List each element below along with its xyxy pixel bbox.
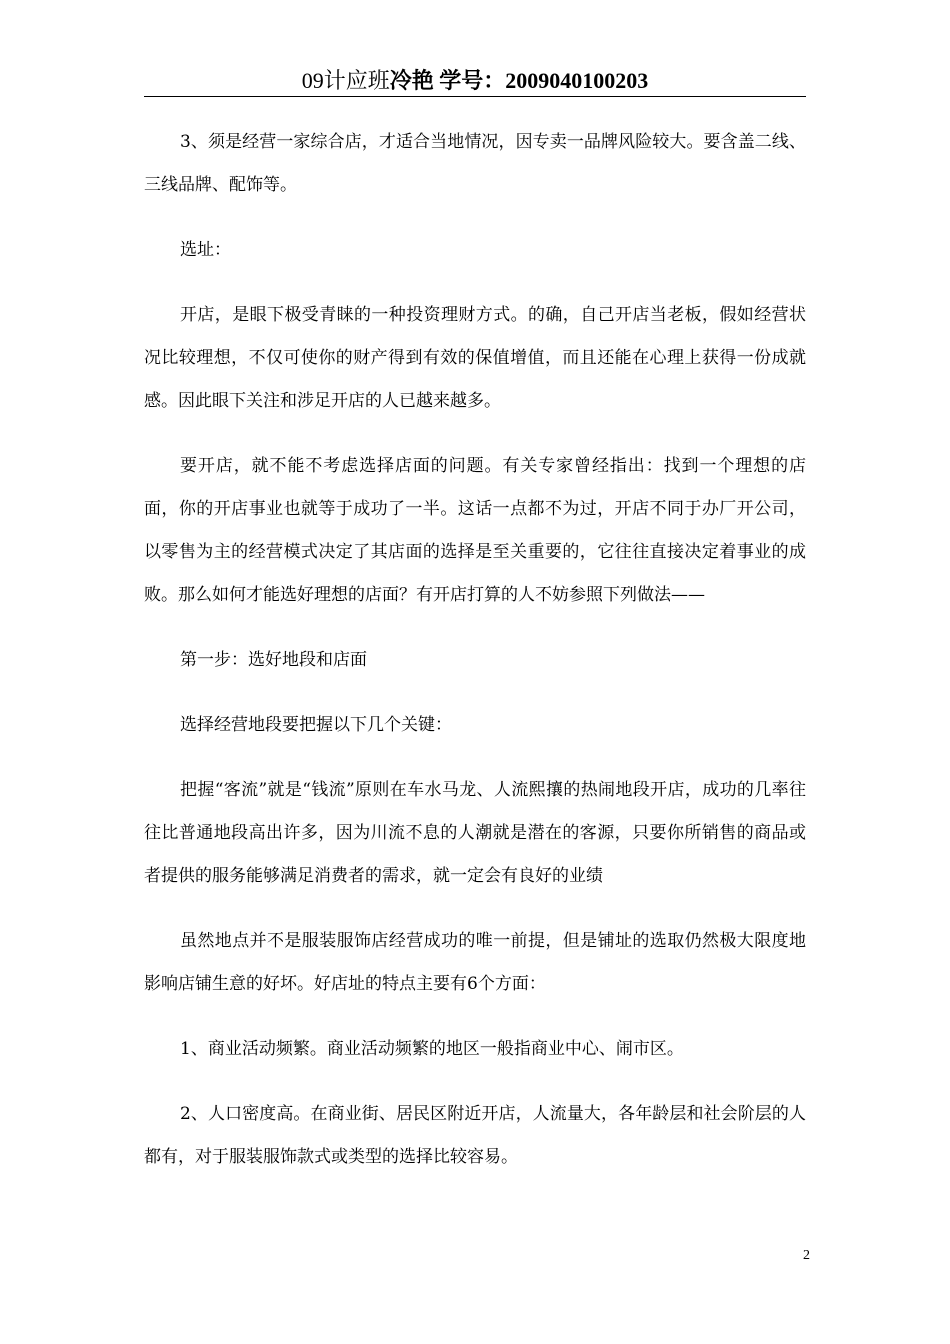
paragraph: 选择经营地段要把握以下几个关键： xyxy=(180,715,452,735)
page-header xyxy=(144,66,806,96)
page-number: 2 xyxy=(803,1248,810,1263)
header-class: 09计应班 xyxy=(301,68,390,93)
paragraph: 要开店，就不能不考虑选择店面的问题。有关专家曾经指出：找到一个理想的店面，你的开店事业也就等于成功了一半。这话一点都不为过，开店不同于办厂开公司，以零售为主的经营模式决定了其店面的选择是至关重要的，它往往直接决定着事业的成败。那么如何才能选好理想的店面？有开店打算的人不妨参照下列做法—— xyxy=(144,456,806,605)
header-student: 冷艳 学号：2009040100203 xyxy=(389,68,649,93)
paragraph: 3、须是经营一家综合店，才适合当地情况，因专卖一品牌风险较大。要含盖二线、三线品牌、配饰等。 xyxy=(144,132,806,195)
list-item: 1、商业活动频繁。商业活动频繁的地区一般指商业中心、闹市区。 xyxy=(180,1039,684,1059)
header-rule xyxy=(144,96,806,97)
paragraph: 开店，是眼下极受青睐的一种投资理财方式。的确，自己开店当老板，假如经营状况比较理想，不仅可使你的财产得到有效的保值增值，而且还能在心理上获得一份成就感。因此眼下关注和涉足开店的人已越来越多。 xyxy=(144,305,806,411)
paragraph: 把握“客流”就是“钱流”原则在车水马龙、人流熙攘的热闹地段开店，成功的几率往往比普通地段高出许多，因为川流不息的人潮就是潜在的客源，只要你所销售的商品或者提供的服务能够满足消费者的需求，就一定会有良好的业绩 xyxy=(144,780,806,886)
paragraph: 虽然地点并不是服装服饰店经营成功的唯一前提，但是铺址的选取仍然极大限度地影响店铺生意的好坏。好店址的特点主要有6个方面： xyxy=(144,931,806,994)
body-text xyxy=(144,121,806,1201)
section-heading: 选址： xyxy=(180,240,231,260)
list-item: 2、人口密度高。在商业街、居民区附近开店，人流量大，各年龄层和社会阶层的人都有，对于服装服饰款式或类型的选择比较容易。 xyxy=(144,1104,806,1167)
step-heading: 第一步：选好地段和店面 xyxy=(180,650,367,670)
